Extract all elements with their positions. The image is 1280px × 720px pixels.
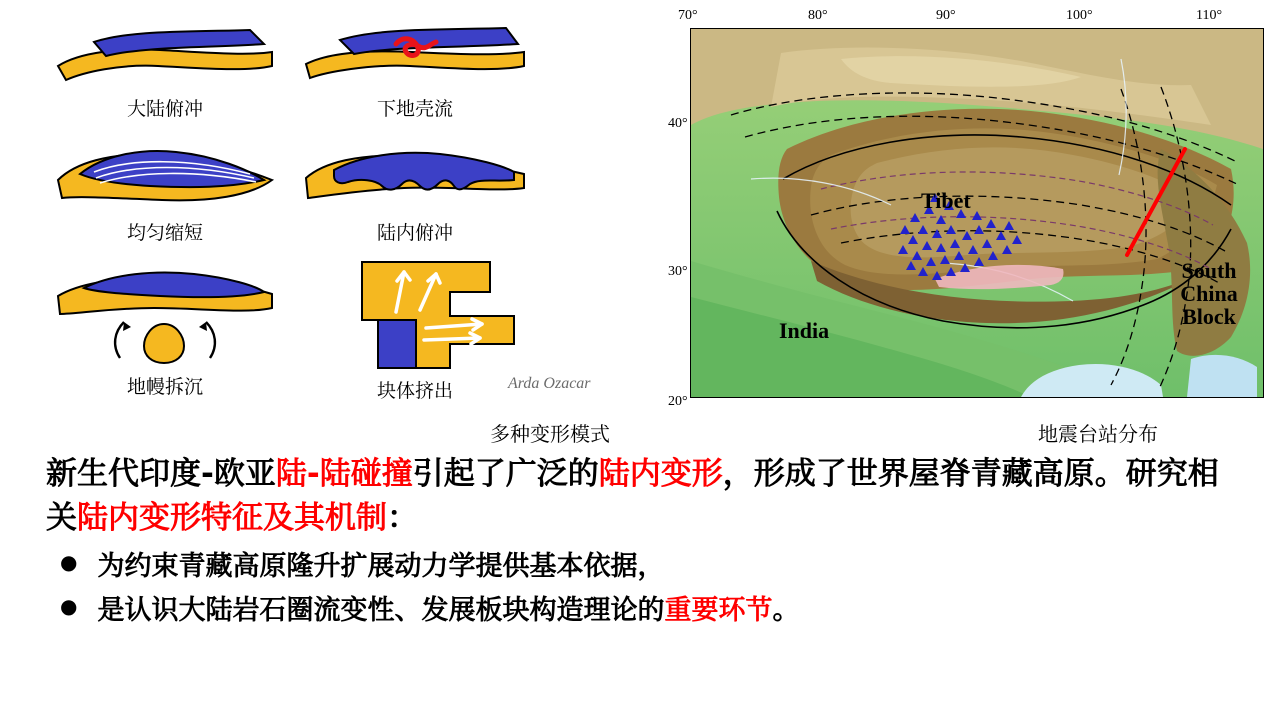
diagram-cell-intracontinental-subduction	[300, 140, 530, 245]
deformation-models-figure	[0, 0, 660, 450]
slide-text	[0, 452, 1280, 628]
bullet-item-1	[0, 549, 1280, 584]
bullet-text-main: 是认识大陆岩石圈流变性、发展板块构造理论的	[97, 595, 665, 627]
bullet-text-tail: 。	[772, 595, 800, 627]
diagram-cell-block-extrusion	[300, 258, 530, 403]
lower-crustal-flow-icon	[300, 22, 530, 94]
block-extrusion-icon	[300, 258, 530, 376]
lat-tick-30: 30°	[668, 264, 688, 279]
main-paragraph	[0, 452, 1280, 540]
figure-credit: Arda Ozacar	[508, 375, 591, 392]
para-seg-7: ：	[387, 500, 418, 537]
diagram-cell-continental-subduction	[50, 22, 280, 121]
map-place-india: India	[779, 318, 830, 343]
diagram-panel-label: 多种变形模式	[490, 422, 610, 446]
diagram-caption: 陆内俯冲	[376, 222, 453, 244]
bullet-text	[97, 593, 799, 628]
para-seg-6-highlight: 陆内变形特征及其机制	[77, 500, 387, 537]
bullet-item-2	[0, 593, 1280, 628]
lon-tick-90: 90°	[936, 8, 956, 23]
map-panel-label: 地震台站分布	[1038, 422, 1158, 446]
diagram-caption: 地幔拆沉	[126, 376, 203, 398]
para-seg-5: ，形成了世界屋脊青藏高原。研究相关	[46, 456, 1219, 537]
diagram-cell-lower-crustal-flow	[300, 22, 530, 121]
lon-tick-110: 110°	[1196, 8, 1223, 23]
lat-tick-40: 40°	[668, 116, 688, 131]
continental-subduction-icon	[50, 22, 280, 94]
bullet-marker: ●	[60, 594, 78, 619]
para-seg-3: 引起了广泛的	[412, 456, 599, 492]
mantle-delamination-icon	[50, 262, 280, 372]
diagram-cell-homogeneous-shortening	[50, 140, 280, 245]
bullet-text-highlight: 重要环节	[664, 595, 773, 627]
diagram-cell-mantle-delamination	[50, 262, 280, 399]
lon-tick-80: 80°	[808, 8, 828, 23]
diagram-caption: 块体挤出	[376, 380, 453, 402]
intracontinental-subduction-icon	[300, 140, 530, 218]
lon-tick-70: 70°	[678, 8, 698, 23]
map-graphic	[691, 29, 1263, 397]
lat-tick-20: 20°	[668, 394, 688, 409]
seismic-station-map	[668, 6, 1272, 414]
map-canvas	[690, 28, 1264, 398]
map-place-tibet: Tibet	[921, 188, 971, 213]
para-seg-4-highlight: 陆内变形	[598, 456, 723, 492]
diagram-caption: 下地壳流	[376, 98, 453, 120]
lon-tick-100: 100°	[1066, 8, 1093, 23]
diagram-caption: 均匀缩短	[126, 222, 203, 244]
para-seg-2-highlight: 陆-陆碰撞	[275, 456, 413, 492]
bullet-text: 为约束青藏高原隆升扩展动力学提供基本依据，	[97, 551, 665, 583]
diagram-caption: 大陆俯冲	[126, 98, 203, 120]
bullet-marker: ●	[60, 550, 78, 575]
para-seg-1: 新生代印度-欧亚	[46, 456, 276, 492]
homogeneous-shortening-icon	[50, 140, 280, 218]
map-place-south-china-block: South China Block	[1180, 258, 1238, 330]
